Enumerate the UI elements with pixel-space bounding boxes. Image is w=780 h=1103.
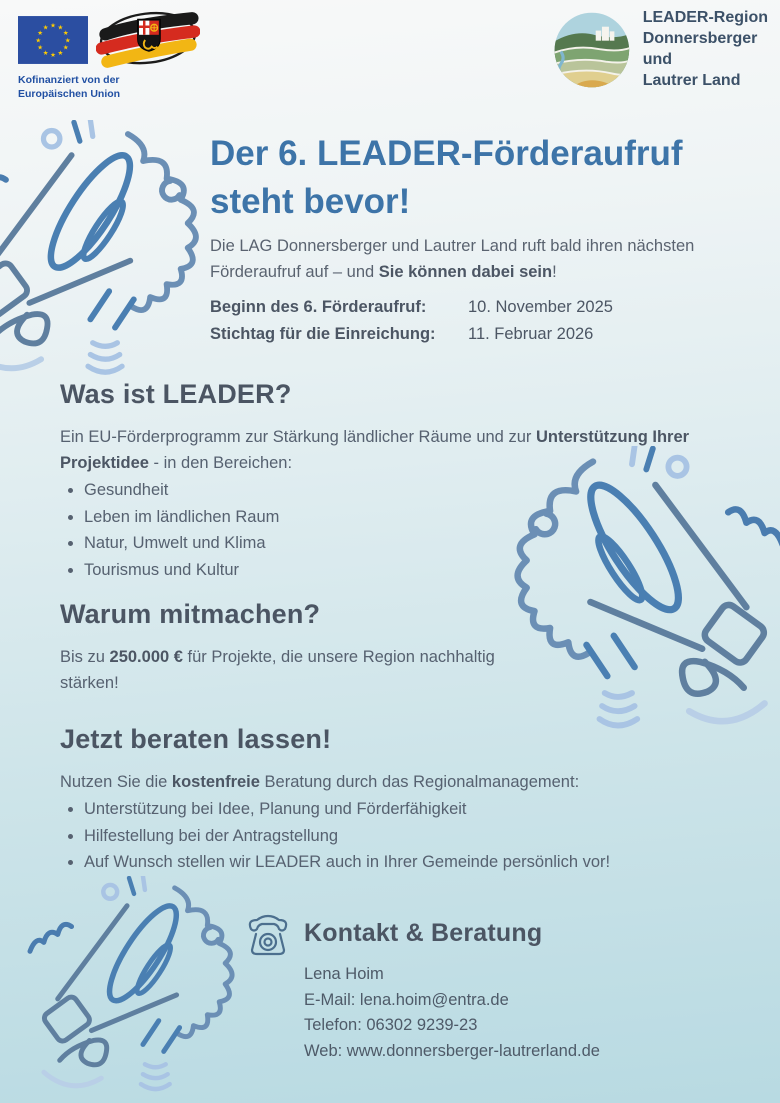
intro-paragraph xyxy=(210,233,730,285)
date-row-deadline xyxy=(210,321,613,348)
region-logo-line1: LEADER-Region xyxy=(642,9,769,27)
contact-web: Web: www.donnersberger-lautrerland.de xyxy=(304,1041,600,1060)
page-title-line1: Der 6. LEADER-Förderaufruf xyxy=(210,134,683,173)
intro-bold: Sie können dabei sein xyxy=(378,263,553,281)
svg-text:★: ★ xyxy=(62,28,69,37)
svg-text:★: ★ xyxy=(64,36,71,45)
contact-name: Lena Hoim xyxy=(304,965,384,983)
list-item: • Tourismus und Kultur xyxy=(84,557,279,584)
what-body-end: - in den Bereichen: xyxy=(148,454,293,472)
region-logo-text xyxy=(643,8,780,91)
region-logo xyxy=(553,8,780,92)
list-item: • Auf Wunsch stellen wir LEADER auch in Ihrer Gemeinde persönlich vor! xyxy=(84,849,610,876)
get-advice-body xyxy=(60,769,740,795)
megaphone-doodle-top-left xyxy=(0,120,210,378)
page-title-line2: steht bevor! xyxy=(210,182,411,221)
svg-text:★: ★ xyxy=(35,36,42,45)
svg-text:★: ★ xyxy=(37,43,44,52)
intro-end: ! xyxy=(552,263,557,281)
consult-body-bold: kostenfreie xyxy=(171,773,260,791)
eu-caption-line2: Europäischen Union xyxy=(18,87,121,100)
list-item: • Leben im ländlichen Raum xyxy=(84,504,279,531)
consult-body-text: Nutzen Sie die xyxy=(60,773,172,791)
what-is-leader-body xyxy=(60,424,690,476)
intro-text: Die LAG Donnersberger und Lautrer Land ruft bald ihren nächsten Förderaufruf auf – und xyxy=(210,237,695,281)
svg-text:★: ★ xyxy=(50,21,56,30)
region-landscape-icon xyxy=(553,8,631,92)
rlp-coat-of-arms xyxy=(138,19,161,51)
contact-phone: Telefon: 06302 9239-23 xyxy=(304,1016,478,1034)
svg-text:★: ★ xyxy=(57,49,64,58)
phone-icon xyxy=(244,914,292,958)
contact-details xyxy=(304,962,600,1064)
list-item: • Unterstützung bei Idee, Planung und Förderfähigkeit xyxy=(84,796,610,823)
leader-topics-list xyxy=(62,477,279,583)
why-body-text: Bis zu xyxy=(60,648,110,666)
contact-heading: Kontakt & Beratung xyxy=(304,919,543,947)
megaphone-doodle-bottom-left xyxy=(26,876,244,1094)
eu-caption xyxy=(18,74,120,101)
list-item: • Gesundheit xyxy=(84,477,279,504)
key-dates xyxy=(210,294,613,348)
eu-flag-icon xyxy=(18,16,88,64)
svg-text:★: ★ xyxy=(62,43,69,52)
region-logo-line2: Donnersberger und xyxy=(642,30,758,68)
contact-email: E-Mail: lena.hoim@entra.de xyxy=(304,990,509,1009)
page-title xyxy=(210,130,683,226)
what-body-bold: Unterstützung Ihrer Projektidee xyxy=(60,428,690,472)
rheinland-pfalz-flag-icon xyxy=(96,6,200,74)
list-item: • Natur, Umwelt und Klima xyxy=(84,530,279,557)
why-body-end: für Projekte, die unsere Region nachhaltig stärken! xyxy=(60,648,495,692)
svg-text:★: ★ xyxy=(50,51,56,60)
consult-body-end: Beratung durch das Regionalmanagement: xyxy=(259,773,580,791)
date-start-label: Beginn des 6. Förderaufruf: xyxy=(210,298,427,316)
date-deadline-value: 11. Februar 2026 xyxy=(468,325,594,343)
why-body-bold: 250.000 € xyxy=(109,648,183,666)
date-deadline-label: Stichtag für die Einreichung: xyxy=(210,325,436,343)
svg-text:★: ★ xyxy=(42,49,49,58)
why-participate-body xyxy=(60,644,530,696)
what-body-text: Ein EU-Förderprogramm zur Stärkung ländlicher Räume und zur xyxy=(60,428,536,446)
region-logo-line3: Lautrer Land xyxy=(642,71,741,89)
advice-services-list xyxy=(62,796,610,876)
list-item: • Hilfestellung bei der Antragstellung xyxy=(84,823,610,850)
svg-text:★: ★ xyxy=(37,28,44,37)
date-row-start xyxy=(210,294,613,321)
date-start-value: 10. November 2025 xyxy=(468,298,613,316)
section-heading-what-is-leader: Was ist LEADER? xyxy=(60,379,292,409)
eu-caption-line1: Kofinanziert von der xyxy=(18,74,120,86)
svg-text:★: ★ xyxy=(57,23,64,32)
svg-text:★: ★ xyxy=(42,23,49,32)
section-heading-get-advice: Jetzt beraten lassen! xyxy=(60,724,332,754)
section-heading-why-participate: Warum mitmachen? xyxy=(60,599,321,629)
megaphone-doodle-middle-right xyxy=(502,446,780,732)
